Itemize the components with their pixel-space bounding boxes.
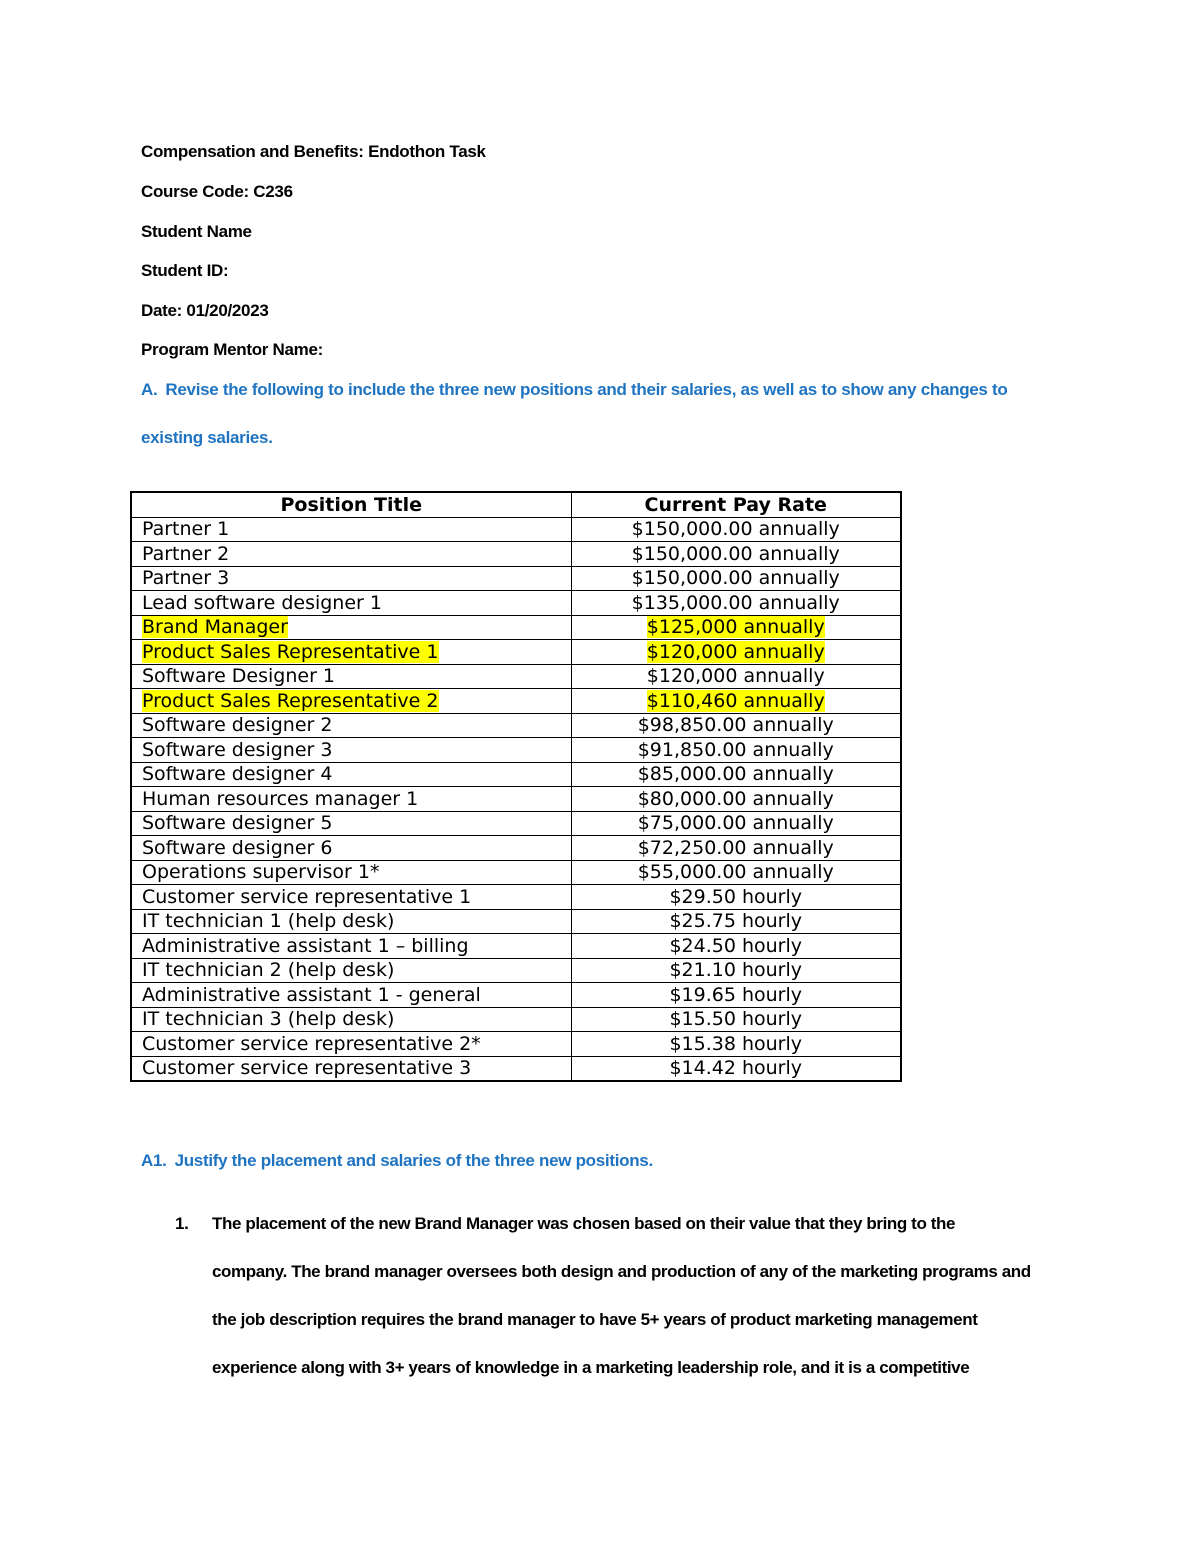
table-row [131,689,901,714]
pay-rate: $80,000.00 annually [637,787,834,810]
pay-rate: $15.38 hourly [669,1032,803,1055]
position-title: Customer service representative 3 [142,1057,472,1080]
table-row [131,860,901,885]
pay-rate: $55,000.00 annually [637,861,834,884]
pay-rate-cell [571,762,901,787]
table-row [131,591,901,616]
pay-rate-cell [571,860,901,885]
table-row [131,983,901,1008]
position-title-cell [131,1032,571,1057]
table-row [131,836,901,861]
question-a-line2: existing salaries. [141,428,273,447]
course-code: Course Code: C236 [141,182,293,201]
position-title: Software Designer 1 [142,665,336,688]
pay-rate: $120,000 annually [646,640,825,663]
position-title-cell [131,689,571,714]
pay-rate: $150,000.00 annually [631,542,840,565]
list-number: 1. [175,1214,189,1233]
position-title-cell [131,566,571,591]
position-title: Product Sales Representative 1 [142,640,439,663]
position-title: IT technician 2 (help desk) [142,959,395,982]
table-row [131,713,901,738]
pay-rate-cell [571,517,901,542]
position-title-cell [131,640,571,665]
position-title: Software designer 5 [142,812,333,835]
position-title: Customer service representative 1 [142,885,472,908]
question-a-line1: Revise the following to include the three new positions and their salaries, as well as to show any changes to [165,380,1008,399]
position-title-cell [131,983,571,1008]
pay-rate-cell [571,811,901,836]
pay-rate-cell [571,713,901,738]
answer-line: experience along with 3+ years of knowledge in a marketing leadership role, and it is a competitive [212,1358,970,1377]
position-title: Software designer 3 [142,738,333,761]
pay-rate-cell [571,885,901,910]
pay-rate-cell [571,934,901,959]
table-row [131,885,901,910]
question-a1-label: A1. [141,1151,167,1170]
pay-rate: $135,000.00 annually [631,591,840,614]
table-row [131,1032,901,1057]
answer-line: The placement of the new Brand Manager was chosen based on their value that they bring to the [212,1214,956,1233]
pay-rate: $91,850.00 annually [637,738,834,761]
table-row [131,811,901,836]
pay-rate: $125,000 annually [646,616,825,639]
position-title-cell [131,934,571,959]
question-a [141,380,1007,400]
mentor-label: Program Mentor Name: [141,340,323,359]
answer-line: company. The brand manager oversees both design and production of any of the marketing programs and [212,1262,1031,1281]
student-name-label: Student Name [141,222,252,241]
pay-rate-cell [571,958,901,983]
pay-rate: $110,460 annually [646,689,825,712]
position-title: Partner 2 [142,542,230,565]
position-title-cell [131,1056,571,1081]
pay-rate: $98,850.00 annually [637,714,834,737]
table-row [131,566,901,591]
position-title: Software designer 4 [142,763,333,786]
pay-rate: $75,000.00 annually [637,812,834,835]
position-title-cell [131,1007,571,1032]
document-title: Compensation and Benefits: Endothon Task [141,142,486,161]
pay-rate-table [130,491,902,1082]
position-title: Administrative assistant 1 - general [142,983,481,1006]
position-title: Lead software designer 1 [142,591,382,614]
position-title: IT technician 3 (help desk) [142,1008,395,1031]
pay-rate: $150,000.00 annually [631,567,840,590]
pay-rate: $19.65 hourly [669,983,803,1006]
table-row [131,640,901,665]
pay-rate-cell [571,591,901,616]
table-row [131,909,901,934]
pay-rate-cell [571,689,901,714]
pay-rate-cell [571,1007,901,1032]
pay-rate-cell [571,787,901,812]
position-title: Product Sales Representative 2 [142,689,439,712]
position-title: IT technician 1 (help desk) [142,910,395,933]
question-a1 [141,1151,653,1171]
pay-rate-cell [571,615,901,640]
table-row [131,615,901,640]
pay-rate-cell [571,836,901,861]
pay-rate: $72,250.00 annually [637,836,834,859]
column-header-position: Position Title [131,492,571,517]
position-title: Partner 3 [142,567,230,590]
position-title-cell [131,615,571,640]
pay-rate: $25.75 hourly [669,910,803,933]
position-title: Customer service representative 2* [142,1032,481,1055]
pay-rate-cell [571,909,901,934]
table-row [131,1056,901,1081]
position-title-cell [131,787,571,812]
table-row [131,517,901,542]
pay-rate-cell [571,1056,901,1081]
position-title-cell [131,664,571,689]
pay-rate: $15.50 hourly [669,1008,803,1031]
question-a-label: A. [141,380,158,399]
date-label: Date: 01/20/2023 [141,301,269,320]
pay-rate-cell [571,542,901,567]
position-title-cell [131,738,571,763]
table-row [131,934,901,959]
position-title-cell [131,713,571,738]
pay-rate-cell [571,983,901,1008]
position-title: Administrative assistant 1 – billing [142,934,469,957]
position-title: Brand Manager [142,616,288,639]
pay-rate: $14.42 hourly [669,1057,803,1080]
table-row [131,787,901,812]
table-row [131,738,901,763]
table-header-row [131,492,901,517]
pay-rate: $150,000.00 annually [631,518,840,541]
question-a1-text: Justify the placement and salaries of the three new positions. [174,1151,653,1170]
table-body [131,517,901,1081]
position-title-cell [131,836,571,861]
position-title-cell [131,517,571,542]
column-header-rate: Current Pay Rate [571,492,901,517]
pay-rate-cell [571,738,901,763]
position-title-cell [131,958,571,983]
table-row [131,542,901,567]
table-row [131,664,901,689]
table-row [131,958,901,983]
pay-rate-cell [571,664,901,689]
pay-rate-cell [571,566,901,591]
pay-rate: $120,000 annually [646,665,825,688]
position-title: Software designer 2 [142,714,333,737]
position-title: Operations supervisor 1* [142,861,380,884]
position-title: Human resources manager 1 [142,787,419,810]
position-title: Partner 1 [142,518,230,541]
position-title-cell [131,811,571,836]
pay-rate-cell [571,640,901,665]
position-title-cell [131,591,571,616]
pay-rate: $29.50 hourly [669,885,803,908]
position-title-cell [131,860,571,885]
student-id-label: Student ID: [141,261,229,280]
answer-line: the job description requires the brand manager to have 5+ years of product marketing management [212,1310,978,1329]
position-title-cell [131,542,571,567]
pay-rate: $21.10 hourly [669,959,803,982]
table-row [131,762,901,787]
pay-rate: $85,000.00 annually [637,763,834,786]
position-title-cell [131,885,571,910]
table-row [131,1007,901,1032]
pay-rate-cell [571,1032,901,1057]
position-title-cell [131,762,571,787]
pay-rate: $24.50 hourly [669,934,803,957]
position-title: Software designer 6 [142,836,333,859]
position-title-cell [131,909,571,934]
